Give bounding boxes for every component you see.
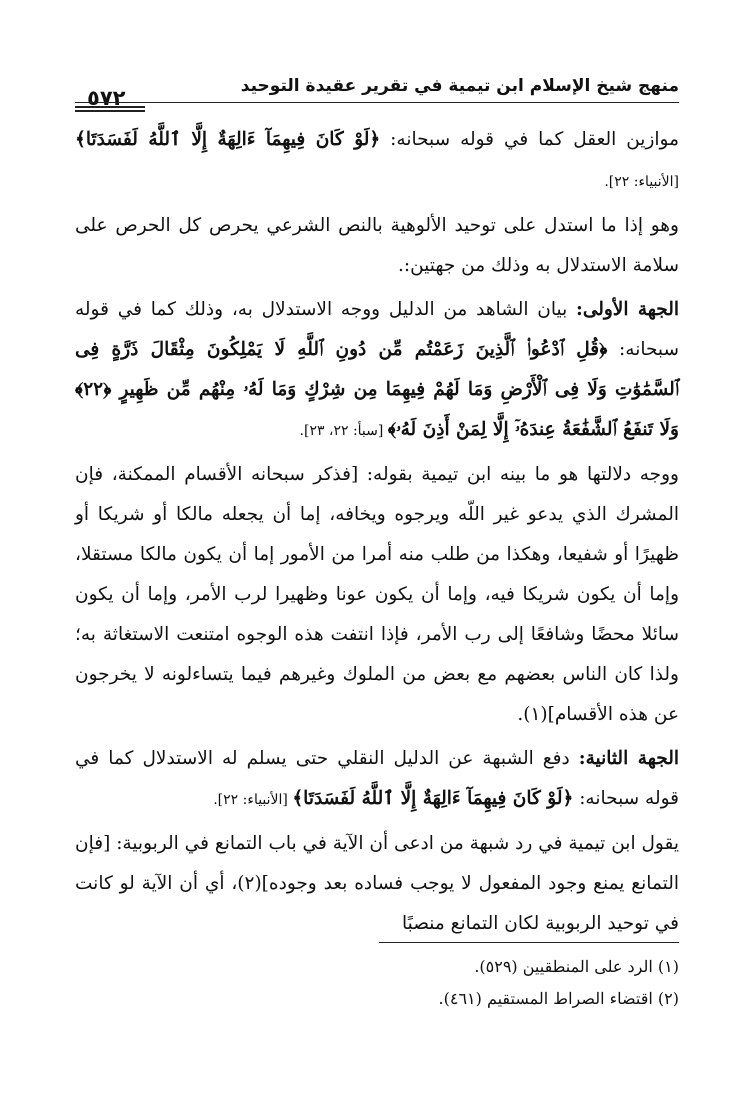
header-rule [75,102,679,103]
footnote-rule [379,942,679,943]
paragraph-1-text: موازين العقل كما في قوله سبحانه: [380,129,679,150]
paragraph-3-text: بيان الشاهد من الدليل ووجه الاستدلال به، وذلك كما في قوله سبحانه: [75,299,680,360]
paragraph-5-text: دفع الشبهة عن الدليل النقلي حتى يسلم له الاستدلال كما في قوله سبحانه: [75,748,679,809]
page-number-rule-bottom [75,110,145,112]
page-header [75,72,679,112]
page-number: ٥٧٢ [87,86,126,110]
paragraph-4: ووجه دلالتها هو ما بينه ابن تيمية بقوله: [فذكر سبحانه الأقسام الممكنة، فإن المشرك الذي يدعو غير اللّه ويرجوه ويخافه، إما أن يجعله مالكا أو شريكا أو ظهيرًا أو شفيعا، وهكذا من طلب منه أمرا من الأمور إما أن يكون مالكا مستقلا، وإما أن يكون شريكا فيه، وإما أن يكون عونا وظهيرا لرب الأمر، وإما أن يكون سائلا محضًا وشافعًا إلى رب الأمر، فإذا انتفت هذه الوجوه امتنعت الاستغاثة به؛ ولذا كان الناس بعضهم مع بعض من الملوك وغيرهم فيما يتساءلونه لا يخرجون عن هذه الأقسام](١). [75,464,679,725]
page-number-rule-top [75,106,145,108]
verse-reference-1: [الأنبياء: ٢٢]. [604,174,679,190]
quran-verse-2: ﴿قُلِ ٱدْعُوا۟ ٱلَّذِينَ زَعَمْتُم مِّن دُونِ ٱللَّهِ لَا يَمْلِكُونَ مِثْقَالَ ذَرَّةٍ فِى ٱلسَّمَٰوَٰتِ وَلَا فِى ٱلْأَرْضِ وَمَا لَهُمْ فِيهِمَا مِن شِرْكٍ وَمَا لَهُۥ مِنْهُم مِّن ظَهِيرٍ ﴿٢٢﴾ وَلَا تَنفَعُ ٱلشَّفَٰعَةُ عِندَهُۥٓ إِلَّا لِمَنْ أَذِنَ لَهُۥ﴾ [75,339,679,440]
footnote-1: (١) الرد على المنطقيين (٥٢٩). [474,957,679,976]
section-heading-second: الجهة الثانية: [578,748,679,769]
running-title: منهج شيخ الإسلام ابن تيمية في تقرير عقيدة التوحيد [240,76,679,96]
footnote-2: (٢) اقتضاء الصراط المستقيم (٤٦١). [438,989,679,1008]
body-text [75,120,679,948]
section-heading-first: الجهة الأولى: [575,299,679,320]
paragraph-2: وهو إذا ما استدل على توحيد الألوهية بالنص الشرعي يحرص كل الحرص على سلامة الاستدلال به وذلك من جهتين:. [75,215,679,276]
verse-reference-3: [الأنبياء: ٢٢]. [213,792,293,808]
paragraph-5 [75,739,679,820]
paragraph-6: يقول ابن تيمية في رد شبهة من ادعى أن الآية في باب التمانع في الربوبية: [فإن التمانع يمنع وجود المفعول لا يوجب فساده بعد وجوده](٢)، أي أن الآية لو كانت في توحيد الربوبية لكان التمانع منصبًا [75,833,680,934]
paragraph-1 [75,120,679,202]
quran-verse-3: ﴿لَوْ كَانَ فِيهِمَآ ءَالِهَةٌ إِلَّا ٱللَّهُ لَفَسَدَتَا﴾ [292,788,574,809]
verse-reference-2: [سبأ: ٢٢، ٢٣]. [299,423,388,439]
paragraph-3 [75,290,679,451]
quran-verse-1: ﴿لَوْ كَانَ فِيهِمَآ ءَالِهَةٌ إِلَّا ٱللَّهُ لَفَسَدَتَا﴾ [75,129,381,150]
footnotes [75,942,679,1015]
